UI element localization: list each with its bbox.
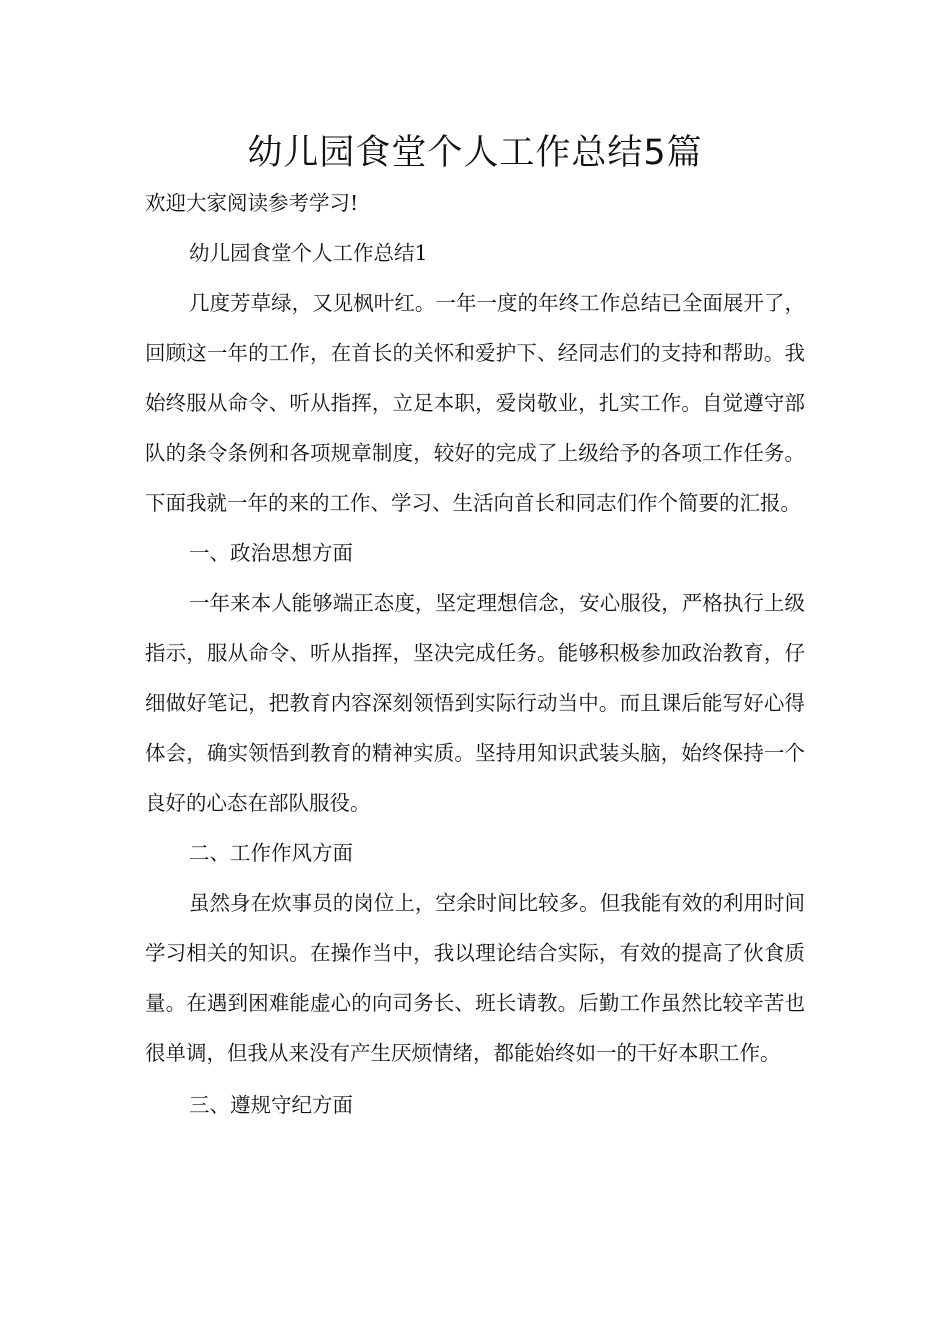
section-heading: 幼儿园食堂个人工作总结1 [189, 241, 428, 265]
document-body [145, 178, 805, 1130]
intro-line: 欢迎大家阅读参考学习! [145, 191, 359, 215]
paragraph-3: 虽然身在炊事员的岗位上，空余时间比较多。但我能有效的利用时间学习相关的知识。在操作当中，我以理论结合实际，有效的提高了伙食质量。在遇到困难能虚心的向司务长、班长请教。后勤工作虽然比较辛苦也很单调，但我从来没有产生厌烦情绪，都能始终如一的干好本职工作。 [145, 891, 805, 1065]
paragraph-1: 几度芳草绿，又见枫叶红。一年一度的年终工作总结已全面展开了，回顾这一年的工作，在首长的关怀和爱护下、经同志们的支持和帮助。我始终服从命令、听从指挥，立足本职，爱岗敬业，扎实工作。自觉遵守部队的条令条例和各项规章制度，较好的完成了上级给予的各项工作任务。下面我就一年的来的工作、学习、生活向首长和同志们作个简要的汇报。 [145, 291, 805, 515]
subheading-politics: 一、政治思想方面 [189, 541, 353, 565]
subheading-work-style: 二、工作作风方面 [189, 841, 353, 865]
subheading-discipline: 三、遵规守纪方面 [189, 1093, 353, 1117]
document-title: 幼儿园食堂个人工作总结5篇 [247, 133, 703, 173]
paragraph-2: 一年来本人能够端正态度，坚定理想信念，安心服役，严格执行上级指示，服从命令、听从指挥，坚决完成任务。能够积极参加政治教育，仔细做好笔记，把教育内容深刻领悟到实际行动当中。而且课后能写好心得体会，确实领悟到教育的精神实质。坚持用知识武装头脑，始终保持一个良好的心态在部队服役。 [145, 591, 805, 815]
